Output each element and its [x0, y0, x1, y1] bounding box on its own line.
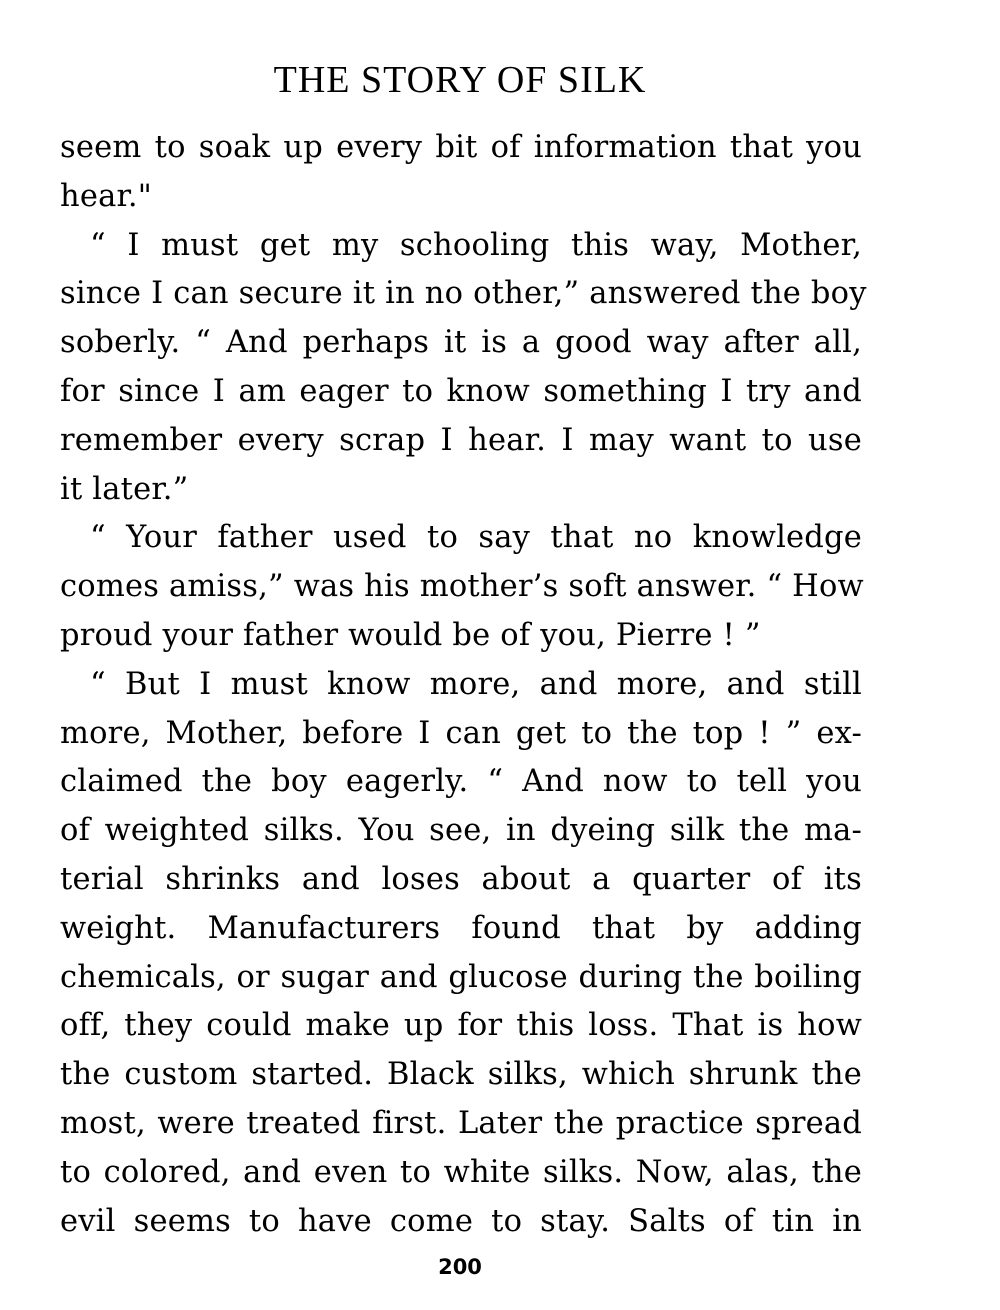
- text-line: weight. Manufacturers found that by adding: [60, 910, 862, 946]
- page-number: 200: [438, 1255, 482, 1279]
- text-line: “ Your father used to say that no knowledge: [90, 520, 862, 556]
- text-line: comes amiss,” was his mother’s soft answer. “ How: [60, 569, 864, 605]
- text-line: “ I must get my schooling this way, Mother,: [90, 227, 862, 263]
- body-text: [60, 124, 867, 1246]
- text-line: it later.”: [60, 471, 189, 507]
- text-line: evil seems to have come to stay. Salts of tin in: [60, 1203, 862, 1239]
- text-line: most, were treated first. Later the practice spread: [60, 1105, 862, 1141]
- text-line: the custom started. Black silks, which shrunk the: [60, 1057, 862, 1093]
- text-line: hear.": [60, 178, 153, 214]
- text-line: soberly. “ And perhaps it is a good way after all,: [60, 325, 862, 361]
- text-line: chemicals, or sugar and glucose during the boiling: [60, 959, 862, 995]
- text-line: terial shrinks and loses about a quarter of its: [60, 861, 862, 897]
- text-line: for since I am eager to know something I try and: [60, 373, 862, 409]
- text-line: more, Mother, before I can get to the top ! ” ex-: [60, 715, 862, 751]
- text-line: proud your father would be of you, Pierre ! ”: [60, 617, 761, 653]
- text-line: remember every scrap I hear. I may want to use: [60, 422, 862, 458]
- text-line: “ But I must know more, and more, and still: [90, 666, 862, 702]
- text-line: to colored, and even to white silks. Now, alas, the: [60, 1154, 862, 1190]
- text-line: since I can secure it in no other,” answered the boy: [60, 276, 867, 312]
- text-line: seem to soak up every bit of information that you: [60, 130, 862, 165]
- running-head: THE STORY OF SILK: [273, 59, 647, 101]
- text-line: of weighted silks. You see, in dyeing silk the ma-: [60, 813, 862, 849]
- text-line: claimed the boy eagerly. “ And now to tell you: [60, 764, 862, 800]
- text-line: off, they could make up for this loss. That is how: [60, 1008, 862, 1044]
